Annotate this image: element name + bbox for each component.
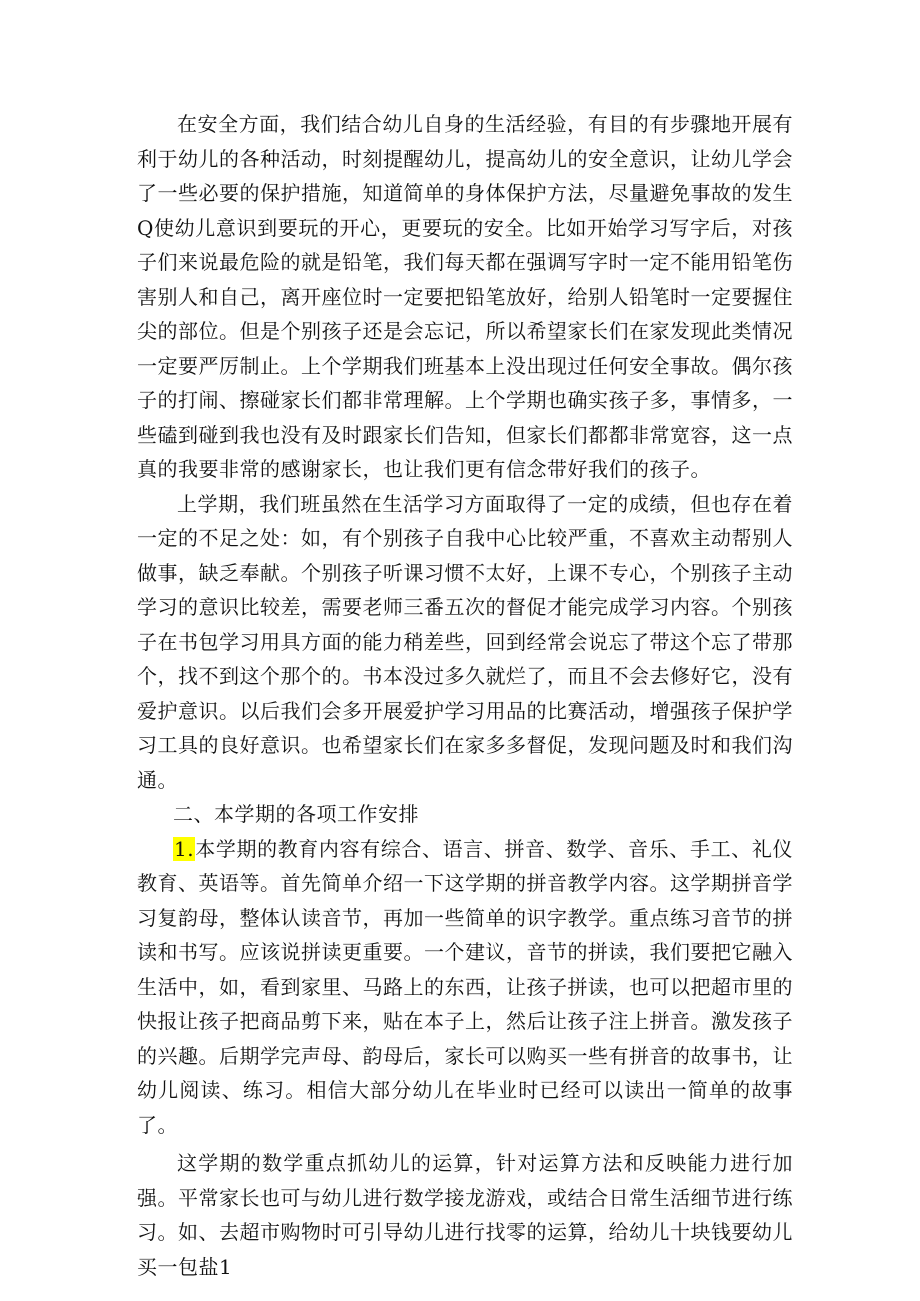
paragraph-math: 这学期的数学重点抓幼儿的运算，针对运算方法和反映能力进行加强。平常家长也可与幼儿进行数学接龙游戏，或结合日常生活细节进行练习。如、去超市购物时可引导幼儿进行找零的运算，给幼儿十块钱要幼儿买一包盐1 xyxy=(137,1151,793,1279)
item-number-highlight: 1. xyxy=(174,836,195,861)
paragraph-shortcomings: 上学期，我们班虽然在生活学习方面取得了一定的成绩，但也存在着一定的不足之处：如，有个别孩子自我中心比较严重，不喜欢主动帮别人做事，缺乏奉献。个别孩子听课习惯不太好，上课不专心，个别孩子主动学习的意识比较差，需要老师三番五次的督促才能完成学习内容。个别孩子在书包学习用具方面的能力稍差些，回到经常会说忘了带这个忘了带那个，找不到这个那个的。书本没过多久就烂了，而且不会去修好它，没有爱护意识。以后我们会多开展爱护学习用品的比赛活动，增强孩子保护学习工具的良好意识。也希望家长们在家多多督促，发现问题及时和我们沟通。 xyxy=(137,491,793,792)
document-page xyxy=(137,107,793,1284)
paragraph-item-1 xyxy=(137,832,793,1143)
item-1-text: 本学期的教育内容有综合、语言、拼音、数学、音乐、手工、礼仪教育、英语等。首先简单介绍一下这学期的拼音教学内容。这学期拼音学习复韵母，整体认读音节，再加一些简单的识字教学。重点练习音节的拼读和书写。应该说拼读更重要。一个建议，音节的拼读，我们要把它融入生活中，如，看到家里、马路上的东西，让孩子拼读，也可以把超市里的快报让孩子把商品剪下来，贴在本子上，然后让孩子注上拼音。激发孩子的兴趣。后期学完声母、韵母后，家长可以购买一些有拼音的故事书，让幼儿阅读、练习。相信大部分幼儿在毕业时已经可以读出一简单的故事了。 xyxy=(137,836,793,1137)
section-heading: 二、本学期的各项工作安排 xyxy=(173,802,419,826)
paragraph-safety: 在安全方面，我们结合幼儿自身的生活经验，有目的有步骤地开展有利于幼儿的各种活动，时刻提醒幼儿，提高幼儿的安全意识，让幼儿学会了一些必要的保护措施，知道简单的身体保护方法，尽量避免事故的发生Q使幼儿意识到要玩的开心，更要玩的安全。比如开始学习写字后，对孩子们来说最危险的就是铅笔，我们每天都在强调写字时一定不能用铅笔伤害别人和自己，离开座位时一定要把铅笔放好，给别人铅笔时一定要握住尖的部位。但是个别孩子还是会忘记，所以希望家长们在家发现此类情况一定要严厉制止。上个学期我们班基本上没出现过任何安全事故。偶尔孩子的打闹、擦碰家长们都非常理解。上个学期也确实孩子多，事情多，一些磕到碰到我也没有及时跟家长们告知，但家长们都都非常宽容，这一点真的我要非常的感谢家长，也让我们更有信念带好我们的孩子。 xyxy=(137,112,793,481)
